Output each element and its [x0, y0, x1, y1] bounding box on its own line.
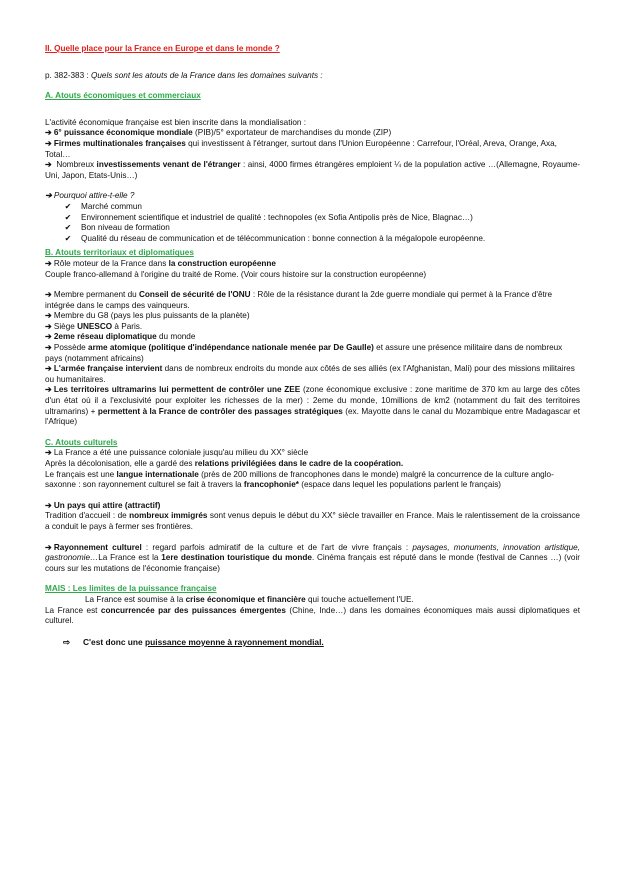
check-icon: ✔: [64, 201, 72, 211]
arrow-icon: ➔: [45, 191, 52, 201]
heading-section-c: C. Atouts culturels: [45, 437, 118, 447]
limits-line-2: La France est concurrencée par des puissances émergentes (Chine, Inde…) dans les domaines économiques mais aussi diplomatiques et culturel.: [45, 605, 580, 626]
a-check-3: ✔ Bon niveau de formation: [64, 223, 170, 233]
c-line-1: ➔ La France a été une puissance coloniale jusqu'au milieu du XX° siècle: [45, 448, 309, 458]
c-line-5: Tradition d'accueil : de nombreux immigrés sont venus depuis le début du XX° siècle travailler en France. Mais le ralentissement de la croissance a conduit le pays à fermer ses frontières.: [45, 511, 580, 531]
arrow-icon: ➔: [45, 385, 52, 395]
b-line-2: Couple franco-allemand à l'origine du traité de Rome. (Voir cours histoire sur la construction européenne): [45, 269, 427, 279]
b-line-8: ➔ L'armée française intervient dans de nombreux endroits du monde aux côtés de ses alliés (ex l'Afghanistan, Mali) pour des missions militaires ou humanitaires.: [45, 364, 575, 384]
a-bullet-2: ➔ Firmes multinationales françaises qui investissent à l'étranger, surtout dans l'Union Européenne : Carrefour, l'Oréal, Areva, Orange, Axa, Total…: [45, 138, 557, 159]
c-line-6: ➔ Rayonnement culturel : regard parfois admiratif de la culture et de l'art de vivre français : paysages, monuments, innovation artistique, gastronomie…La France est la 1ere destination touristique du monde. Cinéma français est réputé dans le monde (festival de Cannes …) (voir cours sur les mutations de l'économie française): [45, 542, 580, 573]
arrow-icon: ➔: [45, 160, 52, 170]
a-check-1: ✔ Marché commun: [64, 201, 142, 211]
check-icon: ✔: [64, 212, 72, 222]
c-line-4: ➔ Un pays qui attire (attractif): [45, 500, 161, 510]
a-line-1: L'activité économique française est bien inscrite dans la mondialisation :: [45, 117, 306, 127]
intro-pages: p. 382-383 :: [45, 70, 91, 80]
conclusion-line: ⇨ C'est donc une puissance moyenne à rayonnement mondial.: [63, 636, 324, 647]
arrow-icon: ➔: [45, 364, 52, 374]
b-line-5: ➔ Siège UNESCO à Paris.: [45, 321, 143, 331]
arrow-icon: ➔: [45, 500, 52, 510]
b-line-4: ➔ Membre du G8 (pays les plus puissants de la planète): [45, 311, 250, 321]
hollow-arrow-icon: ⇨: [63, 636, 71, 647]
heading-section-b: B. Atouts territoriaux et diplomatiques: [45, 248, 194, 258]
b-line-7: ➔ Possède arme atomique (politique d'indépendance nationale menée par De Gaulle) et assure une présence militaire dans de nombreux pays (notamment africains): [45, 343, 563, 363]
arrow-icon: ➔: [45, 343, 52, 353]
check-icon: ✔: [64, 223, 72, 233]
b-line-9: ➔ Les territoires ultramarins lui permettent de contrôler une ZEE (zone économique exclusive : zone maritime de 370 km au large des côtes d'un état où il a l'exclusivité pour exploiter les richesses de la mer) : 2eme du monde, 10millions de km2 (notamment du fait des territoires ultramarins) + permettent à la France de contrôler des passages stratégiques (ex. Mayotte dans le canal du Mozambique entre Madagascar et l'Afrique): [45, 385, 581, 427]
arrow-icon: ➔: [45, 542, 52, 552]
c-line-2: Après la décolonisation, elle a gardé des relations privilégiées dans le cadre de la coopération.: [45, 459, 404, 468]
arrow-icon: ➔: [45, 321, 52, 331]
intro-line: [45, 71, 580, 82]
arrow-icon: ➔: [45, 138, 52, 148]
a-check-4: ✔ Qualité du réseau de communication et de télécommunication : bonne connection à la mégalopole européenne.: [64, 233, 486, 243]
arrow-icon: ➔: [45, 128, 52, 138]
arrow-icon: ➔: [45, 290, 52, 300]
arrow-icon: ➔: [45, 448, 52, 458]
limits-line-1: La France est soumise à la crise économique et financière qui touche actuellement l'UE.: [85, 594, 414, 604]
section-title: II. Quelle place pour la France en Europe et dans le monde ?: [45, 44, 280, 53]
b-line-1: ➔ Rôle moteur de la France dans la construction européenne: [45, 258, 276, 268]
arrow-icon: ➔: [45, 258, 52, 268]
a-why: ➔ Pourquoi attire-t-elle ?: [45, 191, 135, 201]
b-line-6: ➔ 2eme réseau diplomatique du monde: [45, 332, 196, 342]
heading-limits: MAIS : Les limites de la puissance française: [45, 584, 217, 594]
arrow-icon: ➔: [45, 332, 52, 342]
a-bullet-3: ➔ Nombreux investissements venant de l'étranger : ainsi, 4000 firmes étrangères emploient ¼ de la population active …(Allemagne, Royaume-Uni, Japon, Etats-Unis…): [45, 160, 580, 180]
arrow-icon: ➔: [45, 311, 52, 321]
b-line-3: ➔ Membre permanent du Conseil de sécurité de l'ONU : Rôle de la résistance durant la 2de guerre mondiale qui permet à la France d'être intégrée dans le camps des vainqueurs.: [45, 290, 553, 310]
intro-question: Quels sont les atouts de la France dans les domaines suivants :: [90, 70, 323, 80]
heading-section-a: A. Atouts économiques et commerciaux: [45, 91, 201, 101]
check-icon: ✔: [64, 233, 72, 243]
c-line-3: Le français est une langue internationale (près de 200 millions de francophones dans le monde) malgré la concurrence de la culture anglo-saxonne : son rayonnement culturel se fait à travers la francophonie* (espace dans lequel les populations parlent le français): [45, 469, 554, 490]
a-check-2: ✔ Environnement scientifique et industriel de qualité : technopoles (ex Sofia Antipolis près de Nice, Blagnac…): [64, 212, 473, 222]
a-bullet-1: ➔ 6° puissance économique mondiale (PIB)/5° exportateur de marchandises du monde (ZIP): [45, 128, 392, 138]
